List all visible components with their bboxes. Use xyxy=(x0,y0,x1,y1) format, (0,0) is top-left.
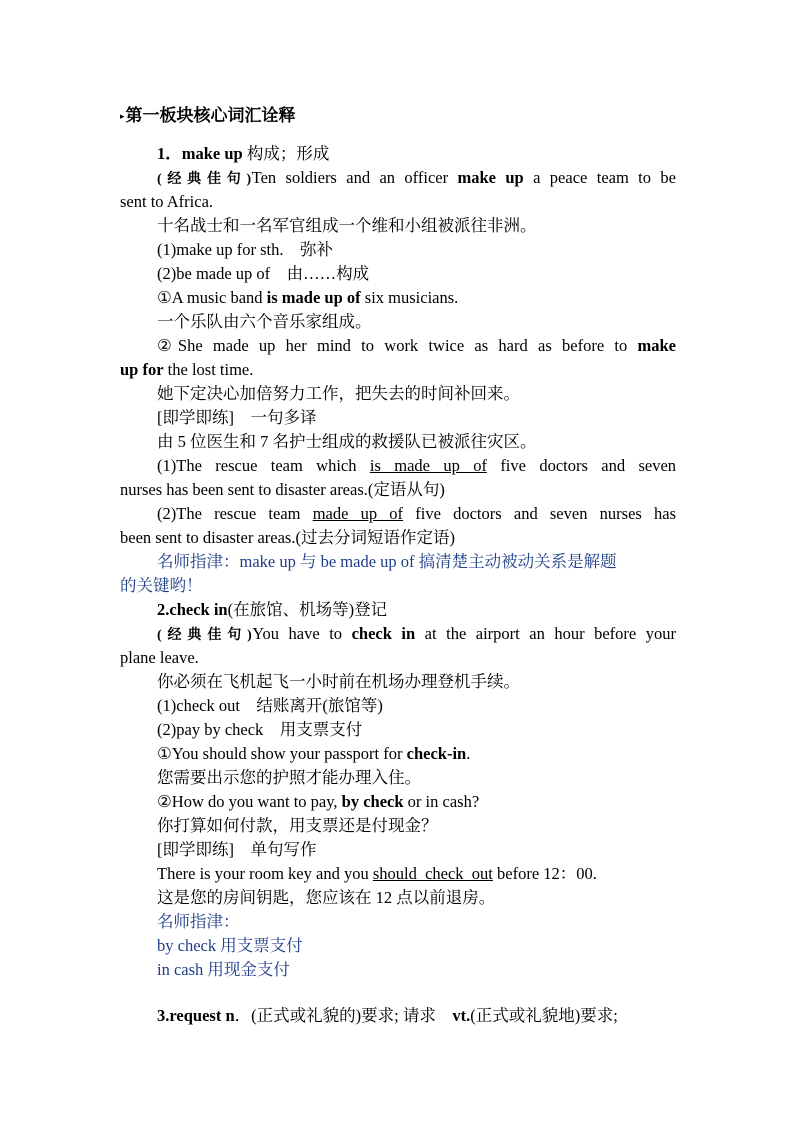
writing-translation: 这是您的房间钥匙，您应该在 12 点以前退房。 xyxy=(157,888,496,907)
drill-answer-2: (2)The rescue team made up of five doctors and seven nurses has xyxy=(157,504,677,523)
writing-sentence: There is your room key and you should check out before 12：00. xyxy=(157,864,597,883)
spacer xyxy=(120,982,676,1004)
teacher-tip-cont: 的关键哟！ xyxy=(120,576,203,595)
drill-prompt: 由 5 位医生和 7 名护士组成的救援队已被派往灾区。 xyxy=(157,432,537,451)
teacher-tip-1: by check 用支票支付 xyxy=(157,936,303,955)
entry-title-request: 3.request n．(正式或礼貌的)要求; 请求 vt.(正式或礼貌地)要求; xyxy=(157,1006,618,1025)
sample-2-cont: up for the lost time. xyxy=(120,360,254,379)
sample-2: ②She made up her mind to work twice as hard as before to make xyxy=(157,336,676,355)
sample-1-translation: 一个乐队由六个音乐家组成。 xyxy=(157,312,372,331)
sample-2-translation: 她下定决心加倍努力工作，把失去的时间补回来。 xyxy=(157,384,520,403)
sample-1-translation: 您需要出示您的护照才能办理入住。 xyxy=(157,768,421,787)
example-sentence: (经典佳句)Ten soldiers and an officer make up a peace team to be xyxy=(157,168,676,187)
document-page xyxy=(120,104,676,1028)
teacher-tip-2: in cash 用现金支付 xyxy=(157,960,290,979)
sample-2: ②How do you want to pay, by check or in cash? xyxy=(157,792,480,811)
example-translation: 你必须在飞机起飞一小时前在机场办理登机手续。 xyxy=(157,672,520,691)
sample-1: ①You should show your passport for check-in. xyxy=(157,744,471,763)
sample-2-translation: 你打算如何付款，用支票还是付现金？ xyxy=(157,816,438,835)
triangle-marker-icon: ▸ xyxy=(120,111,125,121)
sample-1: ①A music band is made up of six musicians. xyxy=(157,288,459,307)
example-translation: 十名战士和一名军官组成一个维和小组被派往非洲。 xyxy=(157,216,537,235)
drill-label: [即学即练] 一句多译 xyxy=(157,408,317,427)
drill-answer-2-cont: been sent to disaster areas.(过去分词短语作定语) xyxy=(120,528,455,547)
entry-title-make-up: 1．make up 构成；形成 xyxy=(157,144,330,163)
entry-title-check-in: 2.check in(在旅馆、机场等)登记 xyxy=(157,600,388,619)
drill-label: [即学即练] 单句写作 xyxy=(157,840,317,859)
drill-answer-1-cont: nurses has been sent to disaster areas.(定语从句) xyxy=(120,480,445,499)
section-heading: ▸第一板块核心词汇诠释 xyxy=(120,106,296,125)
example-sentence: (经典佳句)You have to check in at the airport an hour before your xyxy=(157,624,677,643)
phrase-1: (1)make up for sth. 弥补 xyxy=(157,240,333,259)
phrase-1: (1)check out 结账离开(旅馆等) xyxy=(157,696,383,715)
example-sentence-cont: sent to Africa. xyxy=(120,192,214,211)
phrase-2: (2)pay by check 用支票支付 xyxy=(157,720,363,739)
teacher-tip-title: 名师指津： xyxy=(157,912,240,931)
phrase-2: (2)be made up of 由……构成 xyxy=(157,264,370,283)
teacher-tip: 名师指津：make up 与 be made up of 搞清楚主动被动关系是解题 xyxy=(157,552,617,571)
drill-answer-1: (1)The rescue team which is made up of five doctors and seven xyxy=(157,456,677,475)
example-sentence-cont: plane leave. xyxy=(120,648,199,667)
